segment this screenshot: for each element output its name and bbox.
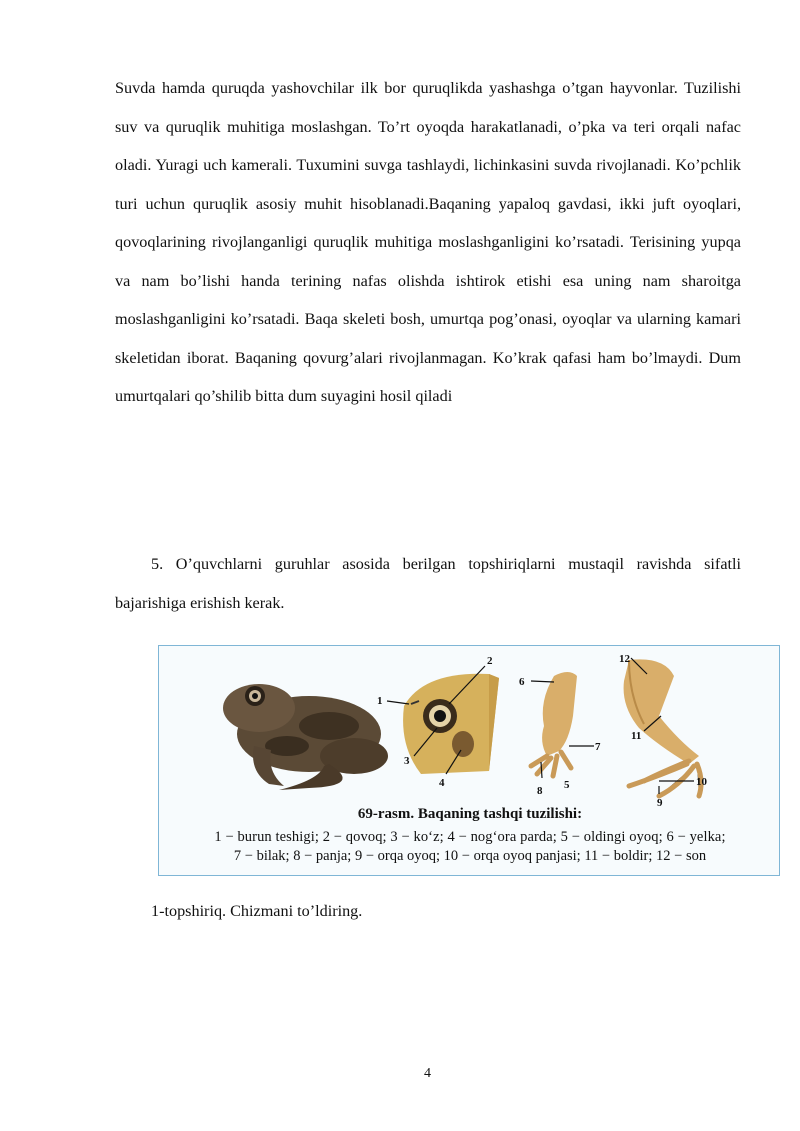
frog-body-image <box>223 684 388 790</box>
figure-label-12: 12 <box>619 653 630 665</box>
task-heading: 1-topshiriq. Chizmani to’ldiring. <box>151 902 363 920</box>
figure-caption-line2: 7 − bilak; 8 − panja; 9 − orqa oyoq; 10 − orqa oyoq panjasi; 11 − boldir; 12 − son <box>233 848 707 864</box>
forelimb-image <box>531 672 577 776</box>
figure-title-text: -rasm. Baqaning tashqi tuzilishi: <box>372 806 583 822</box>
figure-label-5: 5 <box>564 779 570 791</box>
figure-label-3: 3 <box>404 755 410 767</box>
page-number: 4 <box>424 1066 431 1081</box>
figure-label-9: 9 <box>657 797 663 806</box>
figure-caption-line1: 1 − burun teshigi; 2 − qovoq; 3 − ko‘z; 4 − nog‘ora parda; 5 − oldingi oyoq; 6 − yelka; <box>214 829 726 845</box>
figure-label-6: 6 <box>519 676 525 688</box>
hindlimb-image <box>624 659 702 796</box>
figure-label-10: 10 <box>696 776 707 788</box>
frog-illustration <box>159 646 781 806</box>
figure-label-1: 1 <box>377 695 383 707</box>
frog-head-image <box>403 674 499 774</box>
figure-label-4: 4 <box>439 777 445 789</box>
figure-title <box>159 806 781 823</box>
intro-paragraph: Suvda hamda quruqda yashovchilar ilk bor quruqlikda yashashga o’tgan hayvonlar. Tuzilishi suv va quruqlik muhitiga moslashgan. To’rt oyoqda harakatlanadi, o’pka va teri orqali nafac oladi. Yuragi uch kamerali. Tuxumini suvga tashlaydi, lichinkasini suvda rivojlanadi. Ko’pchlik turi uchun quruqlik asosiy muhit hisoblanadi.Baqaning yapaloq gavdasi, ikki juft oyoqlari, qovoqlarining rivojlanganligi quruqlik muhitiga moslashganligini ko’rsatadi. Terisining yupqa va nam bo’lishi handa terining nafas olishda ishtirok etishi esa uning nam sharoitga moslashganligini ko’rsatadi. Baqa skeleti bosh, umurtqa pog’onasi, oyoqlar va ularning kamari skeletidan iborat. Baqaning qovurg’alari rivojlanmagan. Ko’krak qafasi ham bo’lmaydi. Dum umurtqalari qo’shilib bitta dum suyagini hosil qiladi <box>115 79 741 405</box>
instruction-paragraph: 5. O’quvchlarni guruhlar asosida berilgan topshiriqlarni mustaqil ravishda sifatli bajarishiga erishish kerak. <box>115 555 741 612</box>
frog-figure <box>158 645 780 876</box>
figure-label-2: 2 <box>487 655 493 667</box>
figure-label-8: 8 <box>537 785 543 797</box>
figure-label-7: 7 <box>595 741 601 753</box>
figure-number: 69 <box>357 806 373 822</box>
figure-label-11: 11 <box>631 730 642 742</box>
